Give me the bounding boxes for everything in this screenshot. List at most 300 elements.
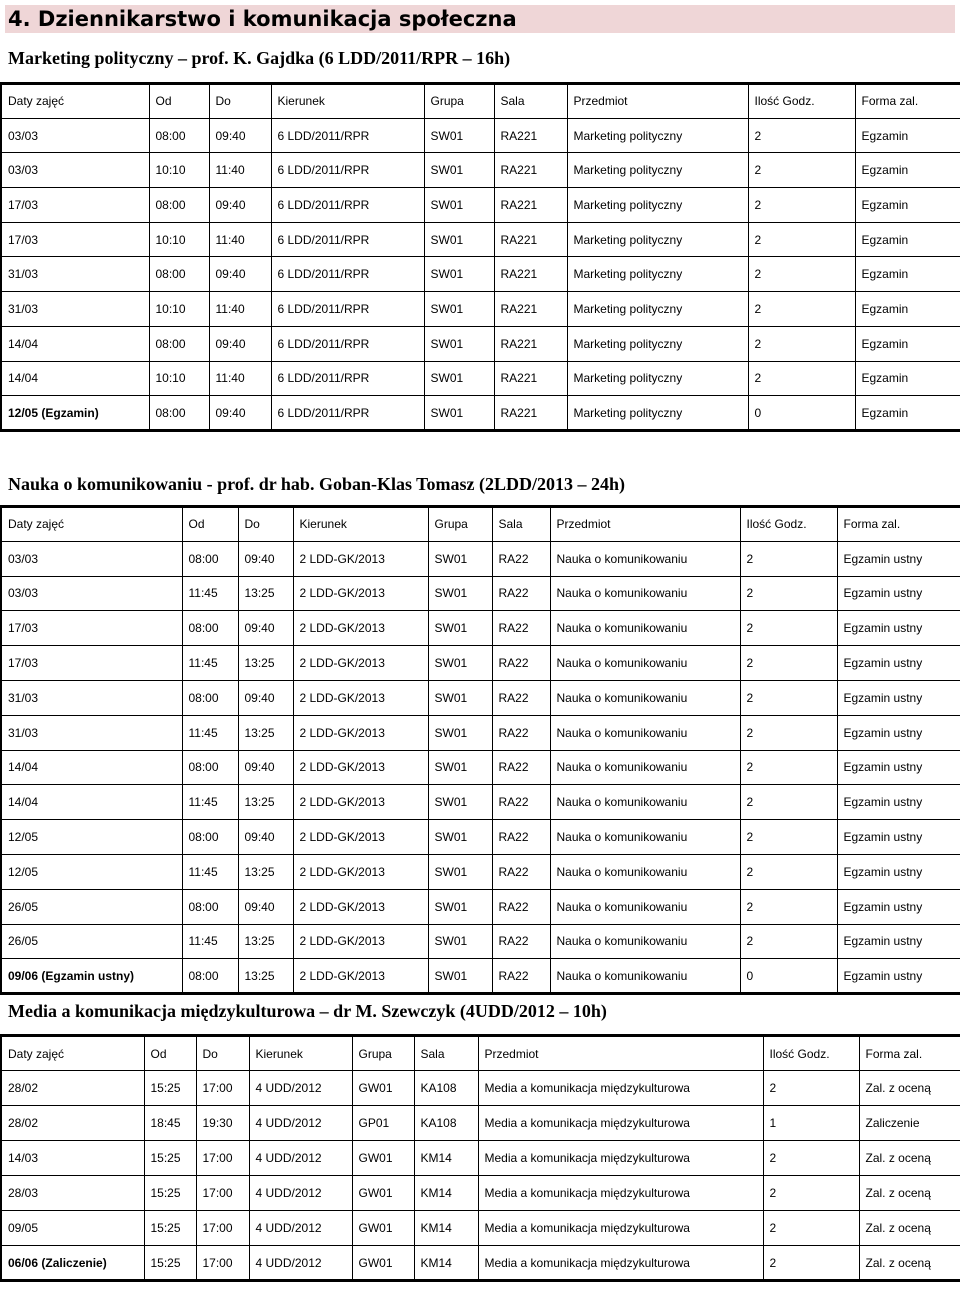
table-cell: 08:00 bbox=[182, 889, 238, 924]
table-cell: SW01 bbox=[424, 326, 494, 361]
table-header-row bbox=[1, 1036, 960, 1071]
table-cell: KA108 bbox=[414, 1106, 478, 1141]
table-cell: RA221 bbox=[494, 153, 567, 188]
column-header: Sala bbox=[492, 507, 550, 542]
column-header: Ilość Godz. bbox=[748, 84, 855, 119]
table-cell: 14/04 bbox=[1, 361, 149, 396]
table-cell: 08:00 bbox=[149, 118, 209, 153]
table-row bbox=[1, 326, 960, 361]
column-header: Forma zal. bbox=[855, 84, 960, 119]
table-cell: Nauka o komunikowaniu bbox=[550, 889, 740, 924]
table-cell: SW01 bbox=[424, 257, 494, 292]
table-row bbox=[1, 292, 960, 327]
column-header: Grupa bbox=[424, 84, 494, 119]
table-cell: 11:40 bbox=[209, 153, 271, 188]
table-cell: Nauka o komunikowaniu bbox=[550, 576, 740, 611]
table-cell: 2 LDD-GK/2013 bbox=[293, 646, 428, 681]
table-cell: 09:40 bbox=[238, 820, 293, 855]
table-cell: RA22 bbox=[492, 576, 550, 611]
table-cell: Egzamin bbox=[855, 153, 960, 188]
table-cell: SW01 bbox=[424, 222, 494, 257]
table-cell: 09:40 bbox=[238, 889, 293, 924]
table-cell: 2 bbox=[748, 188, 855, 223]
table-cell: 2 bbox=[740, 785, 837, 820]
table-cell: Egzamin ustny bbox=[837, 959, 960, 994]
column-header: Daty zajęć bbox=[1, 84, 149, 119]
table-cell: Media a komunikacja międzykulturowa bbox=[478, 1071, 763, 1106]
table-cell: 6 LDD/2011/RPR bbox=[271, 361, 424, 396]
table-row bbox=[1, 361, 960, 396]
table-cell: 4 UDD/2012 bbox=[249, 1106, 352, 1141]
column-header: Daty zajęć bbox=[1, 1036, 144, 1071]
table-cell: 09:40 bbox=[238, 541, 293, 576]
table-header-row bbox=[1, 507, 960, 542]
table-cell: Zaliczenie bbox=[859, 1106, 960, 1141]
table-cell: 08:00 bbox=[182, 611, 238, 646]
table-cell: Egzamin bbox=[855, 118, 960, 153]
table-cell: Egzamin ustny bbox=[837, 541, 960, 576]
column-header: Do bbox=[238, 507, 293, 542]
table-row bbox=[1, 611, 960, 646]
table-cell: Egzamin bbox=[855, 361, 960, 396]
table-row bbox=[1, 959, 960, 994]
table-cell: GW01 bbox=[352, 1141, 414, 1176]
table-cell: 17/03 bbox=[1, 222, 149, 257]
table-cell: Egzamin ustny bbox=[837, 750, 960, 785]
table-cell: 03/03 bbox=[1, 153, 149, 188]
table-cell: 2 bbox=[740, 924, 837, 959]
table-cell: 15:25 bbox=[144, 1141, 196, 1176]
table-cell: 13:25 bbox=[238, 854, 293, 889]
table-cell: 2 LDD-GK/2013 bbox=[293, 576, 428, 611]
table-row bbox=[1, 188, 960, 223]
table-cell: 14/04 bbox=[1, 785, 182, 820]
table-cell: 0 bbox=[740, 959, 837, 994]
table-cell: RA22 bbox=[492, 854, 550, 889]
section-title-marketing: Marketing polityczny – prof. K. Gajdka (6 LDD/2011/RPR – 16h) bbox=[8, 48, 511, 68]
column-header: Kierunek bbox=[293, 507, 428, 542]
column-header: Przedmiot bbox=[567, 84, 748, 119]
table-cell: 13:25 bbox=[238, 576, 293, 611]
table-cell: 08:00 bbox=[182, 750, 238, 785]
table-row bbox=[1, 785, 960, 820]
table-cell: 6 LDD/2011/RPR bbox=[271, 188, 424, 223]
table-cell: Marketing polityczny bbox=[567, 292, 748, 327]
table-cell: SW01 bbox=[428, 646, 492, 681]
table-cell: 11:45 bbox=[182, 924, 238, 959]
table-cell: 18:45 bbox=[144, 1106, 196, 1141]
table-cell: 09:40 bbox=[209, 188, 271, 223]
table-cell: SW01 bbox=[424, 118, 494, 153]
column-header: Grupa bbox=[428, 507, 492, 542]
table-cell: 6 LDD/2011/RPR bbox=[271, 153, 424, 188]
table-cell: 2 LDD-GK/2013 bbox=[293, 541, 428, 576]
table-row bbox=[1, 1106, 960, 1141]
table-cell: 12/05 bbox=[1, 820, 182, 855]
table-cell: 11:45 bbox=[182, 715, 238, 750]
table-cell: 13:25 bbox=[238, 785, 293, 820]
table-cell: Zal. z oceną bbox=[859, 1176, 960, 1211]
table-cell: SW01 bbox=[428, 820, 492, 855]
table-cell: 31/03 bbox=[1, 680, 182, 715]
table-cell: 26/05 bbox=[1, 889, 182, 924]
table-cell: 08:00 bbox=[149, 396, 209, 431]
table-row bbox=[1, 854, 960, 889]
table-cell: Nauka o komunikowaniu bbox=[550, 959, 740, 994]
table-cell: Marketing polityczny bbox=[567, 118, 748, 153]
table-cell: RA221 bbox=[494, 396, 567, 431]
column-header: Do bbox=[196, 1036, 249, 1071]
table-cell: Egzamin bbox=[855, 326, 960, 361]
table-cell: 2 bbox=[748, 292, 855, 327]
section-title-media: Media a komunikacja międzykulturowa – dr M. Szewczyk (4UDD/2012 – 10h) bbox=[8, 1001, 607, 1021]
table-cell: 2 bbox=[748, 257, 855, 292]
table-cell: 08:00 bbox=[149, 257, 209, 292]
table-cell: 09:40 bbox=[209, 396, 271, 431]
table-cell: 19:30 bbox=[196, 1106, 249, 1141]
table-cell: RA22 bbox=[492, 715, 550, 750]
table-cell: SW01 bbox=[424, 188, 494, 223]
table-cell: Nauka o komunikowaniu bbox=[550, 680, 740, 715]
table-cell: GW01 bbox=[352, 1071, 414, 1106]
table-cell: 09/06 (Egzamin ustny) bbox=[1, 959, 182, 994]
table-cell: KM14 bbox=[414, 1246, 478, 1281]
table-cell: Egzamin ustny bbox=[837, 924, 960, 959]
table-cell: Zal. z oceną bbox=[859, 1071, 960, 1106]
table-cell: 4 UDD/2012 bbox=[249, 1141, 352, 1176]
schedule-table-media bbox=[0, 1034, 960, 1282]
table-row bbox=[1, 222, 960, 257]
table-cell: 2 bbox=[740, 541, 837, 576]
table-cell: 2 bbox=[740, 646, 837, 681]
table-cell: SW01 bbox=[424, 153, 494, 188]
column-header: Sala bbox=[494, 84, 567, 119]
table-cell: 08:00 bbox=[149, 326, 209, 361]
table-cell: 2 bbox=[748, 361, 855, 396]
table-cell: 2 bbox=[740, 750, 837, 785]
table-cell: RA22 bbox=[492, 611, 550, 646]
table-cell: 28/03 bbox=[1, 1176, 144, 1211]
table-cell: 11:45 bbox=[182, 646, 238, 681]
table-row bbox=[1, 576, 960, 611]
table-cell: 09:40 bbox=[238, 680, 293, 715]
table-row bbox=[1, 153, 960, 188]
table-cell: SW01 bbox=[424, 292, 494, 327]
table-cell: Egzamin ustny bbox=[837, 889, 960, 924]
table-cell: 13:25 bbox=[238, 924, 293, 959]
schedule-table-komunikowanie bbox=[0, 505, 960, 995]
table-cell: 2 LDD-GK/2013 bbox=[293, 889, 428, 924]
table-cell: 09:40 bbox=[209, 257, 271, 292]
table-cell: Media a komunikacja międzykulturowa bbox=[478, 1106, 763, 1141]
table-cell: 13:25 bbox=[238, 646, 293, 681]
table-row bbox=[1, 257, 960, 292]
table-cell: 2 LDD-GK/2013 bbox=[293, 715, 428, 750]
table-cell: 31/03 bbox=[1, 292, 149, 327]
table-row bbox=[1, 1141, 960, 1176]
table-cell: 28/02 bbox=[1, 1106, 144, 1141]
table-cell: 14/03 bbox=[1, 1141, 144, 1176]
table-cell: 2 bbox=[763, 1211, 859, 1246]
table-cell: 11:40 bbox=[209, 361, 271, 396]
table-cell: Nauka o komunikowaniu bbox=[550, 924, 740, 959]
table-cell: RA221 bbox=[494, 257, 567, 292]
table-cell: Nauka o komunikowaniu bbox=[550, 854, 740, 889]
table-cell: 11:40 bbox=[209, 222, 271, 257]
table-row bbox=[1, 118, 960, 153]
table-cell: SW01 bbox=[428, 959, 492, 994]
table-cell: RA221 bbox=[494, 188, 567, 223]
table-cell: 2 bbox=[740, 576, 837, 611]
table-cell: 4 UDD/2012 bbox=[249, 1071, 352, 1106]
table-cell: 2 bbox=[740, 889, 837, 924]
table-cell: 2 bbox=[748, 222, 855, 257]
table-cell: KM14 bbox=[414, 1176, 478, 1211]
table-cell: 6 LDD/2011/RPR bbox=[271, 118, 424, 153]
table-cell: 2 bbox=[763, 1176, 859, 1211]
table-cell: KA108 bbox=[414, 1071, 478, 1106]
schedule-table-marketing bbox=[0, 82, 960, 432]
table-cell: 14/04 bbox=[1, 750, 182, 785]
table-cell: 2 LDD-GK/2013 bbox=[293, 785, 428, 820]
table-cell: 26/05 bbox=[1, 924, 182, 959]
table-cell: SW01 bbox=[424, 396, 494, 431]
table-cell: 11:45 bbox=[182, 576, 238, 611]
table-cell: SW01 bbox=[428, 576, 492, 611]
table-cell: 08:00 bbox=[182, 541, 238, 576]
table-row bbox=[1, 1211, 960, 1246]
table-cell: SW01 bbox=[428, 611, 492, 646]
table-cell: 6 LDD/2011/RPR bbox=[271, 326, 424, 361]
table-cell: 10:10 bbox=[149, 361, 209, 396]
table-cell: 6 LDD/2011/RPR bbox=[271, 257, 424, 292]
column-header: Przedmiot bbox=[478, 1036, 763, 1071]
table-cell: KM14 bbox=[414, 1141, 478, 1176]
table-cell: Zal. z oceną bbox=[859, 1211, 960, 1246]
table-cell: RA22 bbox=[492, 680, 550, 715]
table-cell: 11:40 bbox=[209, 292, 271, 327]
table-cell: 6 LDD/2011/RPR bbox=[271, 396, 424, 431]
table-cell: RA22 bbox=[492, 889, 550, 924]
table-row bbox=[1, 820, 960, 855]
table-cell: 6 LDD/2011/RPR bbox=[271, 222, 424, 257]
table-cell: RA221 bbox=[494, 292, 567, 327]
table-cell: 09:40 bbox=[238, 611, 293, 646]
table-cell: RA22 bbox=[492, 785, 550, 820]
table-cell: Media a komunikacja międzykulturowa bbox=[478, 1211, 763, 1246]
table-row bbox=[1, 1246, 960, 1281]
column-header: Do bbox=[209, 84, 271, 119]
table-cell: 17/03 bbox=[1, 188, 149, 223]
table-cell: 08:00 bbox=[182, 959, 238, 994]
table-cell: 2 bbox=[740, 715, 837, 750]
table-cell: SW01 bbox=[428, 541, 492, 576]
table-cell: 15:25 bbox=[144, 1246, 196, 1281]
table-cell: 2 bbox=[748, 153, 855, 188]
table-cell: 31/03 bbox=[1, 257, 149, 292]
table-cell: 11:45 bbox=[182, 854, 238, 889]
table-cell: 09:40 bbox=[209, 118, 271, 153]
table-cell: Egzamin bbox=[855, 396, 960, 431]
table-cell: Marketing polityczny bbox=[567, 188, 748, 223]
column-header: Od bbox=[182, 507, 238, 542]
table-cell: 2 bbox=[748, 118, 855, 153]
table-cell: 6 LDD/2011/RPR bbox=[271, 292, 424, 327]
table-cell: 2 bbox=[740, 680, 837, 715]
table-row bbox=[1, 924, 960, 959]
table-row bbox=[1, 750, 960, 785]
table-cell: Nauka o komunikowaniu bbox=[550, 820, 740, 855]
table-cell: SW01 bbox=[428, 785, 492, 820]
table-row bbox=[1, 396, 960, 431]
table-cell: Egzamin bbox=[855, 188, 960, 223]
table-cell: 03/03 bbox=[1, 576, 182, 611]
table-cell: Media a komunikacja międzykulturowa bbox=[478, 1176, 763, 1211]
table-cell: Egzamin ustny bbox=[837, 785, 960, 820]
table-cell: 2 bbox=[740, 820, 837, 855]
table-cell: 2 bbox=[740, 854, 837, 889]
column-header: Sala bbox=[414, 1036, 478, 1071]
table-cell: Marketing polityczny bbox=[567, 361, 748, 396]
table-row bbox=[1, 889, 960, 924]
table-cell: Egzamin ustny bbox=[837, 854, 960, 889]
column-header: Od bbox=[149, 84, 209, 119]
table-cell: 12/05 (Egzamin) bbox=[1, 396, 149, 431]
table-cell: SW01 bbox=[424, 361, 494, 396]
column-header: Kierunek bbox=[249, 1036, 352, 1071]
table-cell: 17:00 bbox=[196, 1071, 249, 1106]
column-header: Ilość Godz. bbox=[740, 507, 837, 542]
table-cell: 17:00 bbox=[196, 1246, 249, 1281]
table-cell: 2 LDD-GK/2013 bbox=[293, 959, 428, 994]
table-cell: 17:00 bbox=[196, 1141, 249, 1176]
table-cell: 06/06 (Zaliczenie) bbox=[1, 1246, 144, 1281]
column-header: Ilość Godz. bbox=[763, 1036, 859, 1071]
table-cell: GW01 bbox=[352, 1211, 414, 1246]
table-cell: 13:25 bbox=[238, 959, 293, 994]
table-cell: RA221 bbox=[494, 118, 567, 153]
table-cell: 17:00 bbox=[196, 1211, 249, 1246]
table-cell: SW01 bbox=[428, 889, 492, 924]
table-cell: Media a komunikacja międzykulturowa bbox=[478, 1246, 763, 1281]
table-cell: Nauka o komunikowaniu bbox=[550, 750, 740, 785]
table-cell: Nauka o komunikowaniu bbox=[550, 715, 740, 750]
table-row bbox=[1, 1071, 960, 1106]
table-cell: 2 bbox=[763, 1141, 859, 1176]
table-cell: 09/05 bbox=[1, 1211, 144, 1246]
table-cell: 15:25 bbox=[144, 1176, 196, 1211]
table-cell: 2 LDD-GK/2013 bbox=[293, 611, 428, 646]
table-cell: RA22 bbox=[492, 959, 550, 994]
table-cell: 2 LDD-GK/2013 bbox=[293, 750, 428, 785]
table-cell: Egzamin ustny bbox=[837, 646, 960, 681]
table-cell: Nauka o komunikowaniu bbox=[550, 785, 740, 820]
table-cell: Egzamin ustny bbox=[837, 715, 960, 750]
table-cell: 10:10 bbox=[149, 153, 209, 188]
table-cell: 10:10 bbox=[149, 222, 209, 257]
table-header-row bbox=[1, 84, 960, 119]
table-cell: 03/03 bbox=[1, 118, 149, 153]
table-cell: 2 bbox=[740, 611, 837, 646]
table-cell: 2 bbox=[748, 326, 855, 361]
table-cell: 2 LDD-GK/2013 bbox=[293, 680, 428, 715]
table-cell: 4 UDD/2012 bbox=[249, 1176, 352, 1211]
table-cell: 2 LDD-GK/2013 bbox=[293, 924, 428, 959]
table-cell: GP01 bbox=[352, 1106, 414, 1141]
table-cell: 13:25 bbox=[238, 715, 293, 750]
table-cell: Egzamin bbox=[855, 292, 960, 327]
table-cell: 08:00 bbox=[182, 680, 238, 715]
table-cell: 11:45 bbox=[182, 785, 238, 820]
table-cell: Zal. z oceną bbox=[859, 1246, 960, 1281]
table-cell: 2 LDD-GK/2013 bbox=[293, 820, 428, 855]
column-header: Grupa bbox=[352, 1036, 414, 1071]
table-cell: Marketing polityczny bbox=[567, 257, 748, 292]
table-cell: 4 UDD/2012 bbox=[249, 1211, 352, 1246]
table-cell: 2 bbox=[763, 1246, 859, 1281]
table-cell: Egzamin ustny bbox=[837, 611, 960, 646]
table-cell: SW01 bbox=[428, 750, 492, 785]
table-cell: RA22 bbox=[492, 924, 550, 959]
table-cell: 2 bbox=[763, 1071, 859, 1106]
table-cell: RA22 bbox=[492, 820, 550, 855]
table-row bbox=[1, 541, 960, 576]
table-cell: 17:00 bbox=[196, 1176, 249, 1211]
table-cell: Nauka o komunikowaniu bbox=[550, 611, 740, 646]
table-cell: RA221 bbox=[494, 326, 567, 361]
table-cell: 31/03 bbox=[1, 715, 182, 750]
table-cell: Marketing polityczny bbox=[567, 396, 748, 431]
table-cell: 17/03 bbox=[1, 611, 182, 646]
table-cell: SW01 bbox=[428, 715, 492, 750]
page-heading: 4. Dziennikarstwo i komunikacja społeczna bbox=[5, 5, 955, 33]
column-header: Forma zal. bbox=[837, 507, 960, 542]
table-cell: KM14 bbox=[414, 1211, 478, 1246]
table-cell: Zal. z oceną bbox=[859, 1141, 960, 1176]
table-cell: Nauka o komunikowaniu bbox=[550, 646, 740, 681]
table-cell: Egzamin bbox=[855, 257, 960, 292]
table-cell: RA221 bbox=[494, 361, 567, 396]
table-cell: 0 bbox=[748, 396, 855, 431]
table-cell: 28/02 bbox=[1, 1071, 144, 1106]
table-cell: RA22 bbox=[492, 646, 550, 681]
table-cell: 12/05 bbox=[1, 854, 182, 889]
table-cell: Egzamin ustny bbox=[837, 576, 960, 611]
table-row bbox=[1, 680, 960, 715]
table-cell: RA22 bbox=[492, 541, 550, 576]
table-cell: 15:25 bbox=[144, 1071, 196, 1106]
section-title-komunikowanie: Nauka o komunikowaniu - prof. dr hab. Goban-Klas Tomasz (2LDD/2013 – 24h) bbox=[8, 474, 625, 494]
table-cell: 10:10 bbox=[149, 292, 209, 327]
table-cell: SW01 bbox=[428, 924, 492, 959]
table-cell: Marketing polityczny bbox=[567, 222, 748, 257]
table-row bbox=[1, 646, 960, 681]
table-cell: Egzamin ustny bbox=[837, 820, 960, 855]
table-cell: SW01 bbox=[428, 854, 492, 889]
column-header: Kierunek bbox=[271, 84, 424, 119]
table-cell: 15:25 bbox=[144, 1211, 196, 1246]
table-row bbox=[1, 1176, 960, 1211]
table-cell: 09:40 bbox=[238, 750, 293, 785]
table-cell: Egzamin ustny bbox=[837, 680, 960, 715]
table-cell: 2 LDD-GK/2013 bbox=[293, 854, 428, 889]
table-cell: Marketing polityczny bbox=[567, 326, 748, 361]
table-cell: 1 bbox=[763, 1106, 859, 1141]
table-cell: 4 UDD/2012 bbox=[249, 1246, 352, 1281]
table-cell: Media a komunikacja międzykulturowa bbox=[478, 1141, 763, 1176]
table-cell: Egzamin bbox=[855, 222, 960, 257]
table-cell: 17/03 bbox=[1, 646, 182, 681]
